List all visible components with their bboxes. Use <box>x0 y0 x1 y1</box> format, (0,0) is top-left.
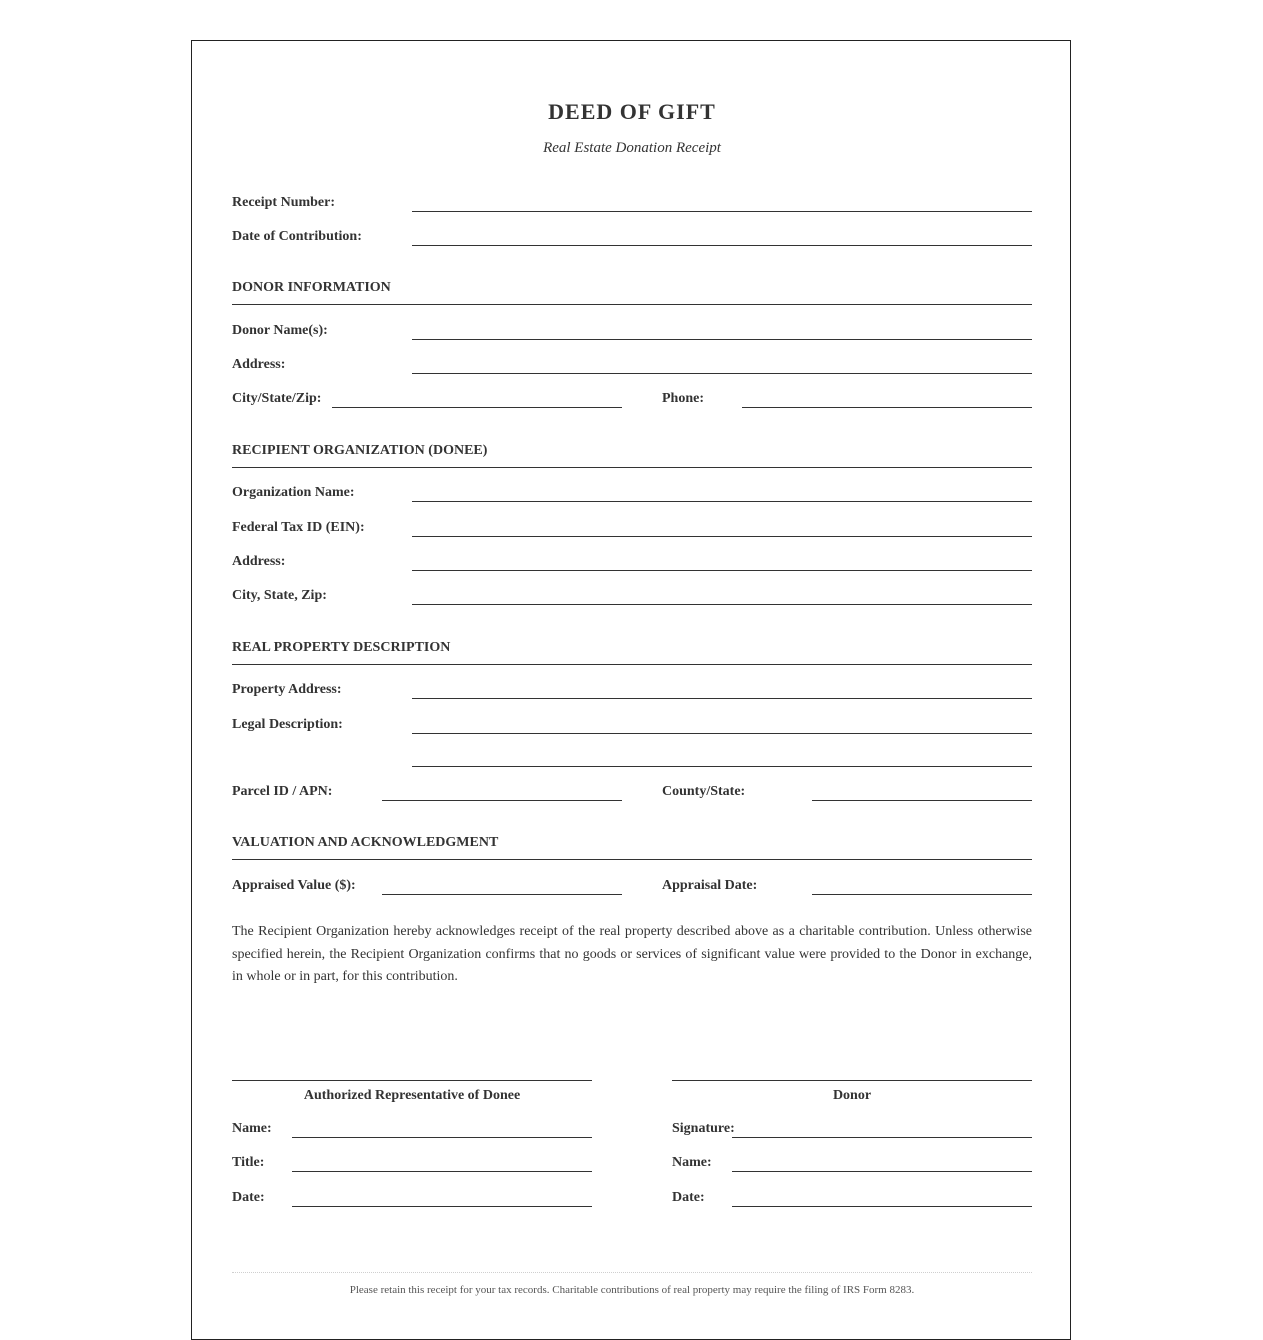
parcel-id-label: Parcel ID / APN: <box>232 784 333 799</box>
date-of-contribution-field[interactable] <box>412 245 1032 246</box>
donee-name-field[interactable] <box>292 1137 592 1138</box>
donor-address-field[interactable] <box>412 373 1032 374</box>
acknowledgment-paragraph: The Recipient Organization hereby acknowledges receipt of the real property described above as a charitable contribution. Unless otherwise specified herein, the Recipient Organization confirms that no goods or services of significant value were provided to the Donor in exchange, in whole or in part, for this contribution. <box>232 924 1032 984</box>
donor-city-state-zip-label: City/State/Zip: <box>232 391 322 406</box>
recipient-section-heading <box>232 443 1032 468</box>
org-name-row <box>232 484 1032 514</box>
donor-city-phone-row <box>232 390 1032 420</box>
donor-name-field[interactable] <box>412 339 1032 340</box>
org-address-field[interactable] <box>412 570 1032 571</box>
donor-section-title: DONOR INFORMATION <box>232 280 391 295</box>
valuation-section-heading <box>232 835 1032 860</box>
valuation-section-title: VALUATION AND ACKNOWLEDGMENT <box>232 835 499 850</box>
parcel-county-row <box>232 783 1032 813</box>
receipt-number-row <box>232 194 1032 224</box>
donee-date-label: Date: <box>232 1190 265 1205</box>
donor-signature-field[interactable] <box>732 1137 1032 1138</box>
donor-signature-heading: Donor <box>832 1088 872 1103</box>
appraisal-date-field[interactable] <box>812 894 1032 895</box>
county-state-field[interactable] <box>812 800 1032 801</box>
donor-signature-label: Signature: <box>672 1121 735 1136</box>
donor-address-row <box>232 356 1032 386</box>
date-of-contribution-label: Date of Contribution: <box>232 229 362 244</box>
deed-of-gift-form <box>191 40 1071 1340</box>
property-section-heading <box>232 640 1032 665</box>
donor-phone-label: Phone: <box>662 391 704 406</box>
parcel-id-field[interactable] <box>382 800 622 801</box>
appraisal-date-label: Appraisal Date: <box>662 878 758 893</box>
donor-signature-row <box>672 1120 1032 1150</box>
donor-section-heading <box>232 280 1032 305</box>
donor-sig-name-row <box>672 1154 1032 1184</box>
property-address-field[interactable] <box>412 698 1032 699</box>
org-city-row <box>232 587 1032 617</box>
org-city-state-zip-field[interactable] <box>412 604 1032 605</box>
ein-label: Federal Tax ID (EIN): <box>232 520 365 535</box>
legal-description-field-line-2[interactable] <box>412 766 1032 767</box>
donor-sig-date-label: Date: <box>672 1190 705 1205</box>
donee-title-field[interactable] <box>292 1171 592 1172</box>
property-address-row <box>232 681 1032 711</box>
donor-signature-line[interactable] <box>672 1080 1032 1081</box>
ein-row <box>232 519 1032 549</box>
donee-name-label: Name: <box>232 1121 272 1136</box>
donee-signature-line[interactable] <box>232 1080 592 1081</box>
legal-description-field-line-1[interactable] <box>412 733 1032 734</box>
donor-address-label: Address: <box>232 357 286 372</box>
donor-name-row <box>232 322 1032 352</box>
footer-note: Please retain this receipt for your tax records. Charitable contributions of real property may require the filing of IRS Form 8283. <box>349 1284 915 1296</box>
legal-description-label: Legal Description: <box>232 717 343 732</box>
date-of-contribution-row <box>232 228 1032 258</box>
org-address-row <box>232 553 1032 583</box>
donor-sig-date-field[interactable] <box>732 1206 1032 1207</box>
footer-divider <box>232 1272 1032 1273</box>
property-address-label: Property Address: <box>232 682 342 697</box>
receipt-number-field[interactable] <box>412 211 1032 212</box>
legal-description-continuation-row <box>232 749 1032 779</box>
donor-city-state-zip-field[interactable] <box>332 407 622 408</box>
org-city-state-zip-label: City, State, Zip: <box>232 588 327 603</box>
recipient-section-title: RECIPIENT ORGANIZATION (DONEE) <box>232 443 488 458</box>
donor-sig-name-label: Name: <box>672 1155 712 1170</box>
ein-field[interactable] <box>412 536 1032 537</box>
appraisal-row <box>232 877 1032 907</box>
org-name-label: Organization Name: <box>232 485 355 500</box>
document-title: DEED OF GIFT <box>548 99 716 124</box>
property-section-title: REAL PROPERTY DESCRIPTION <box>232 640 451 655</box>
org-name-field[interactable] <box>412 501 1032 502</box>
donee-title-label: Title: <box>232 1155 265 1170</box>
legal-description-row <box>232 716 1032 746</box>
appraised-value-label: Appraised Value ($): <box>232 878 356 893</box>
donor-sig-name-field[interactable] <box>732 1171 1032 1172</box>
document-subtitle: Real Estate Donation Receipt <box>543 140 721 156</box>
donee-date-row <box>232 1189 592 1219</box>
donee-signature-heading: Authorized Representative of Donee <box>303 1088 521 1103</box>
donor-phone-field[interactable] <box>742 407 1032 408</box>
receipt-number-label: Receipt Number: <box>232 195 336 210</box>
county-state-label: County/State: <box>662 784 746 799</box>
appraised-value-field[interactable] <box>382 894 622 895</box>
donor-sig-date-row <box>672 1189 1032 1219</box>
donee-title-row <box>232 1154 592 1184</box>
donor-name-label: Donor Name(s): <box>232 323 328 338</box>
donee-date-field[interactable] <box>292 1206 592 1207</box>
donee-name-row <box>232 1120 592 1150</box>
org-address-label: Address: <box>232 554 286 569</box>
